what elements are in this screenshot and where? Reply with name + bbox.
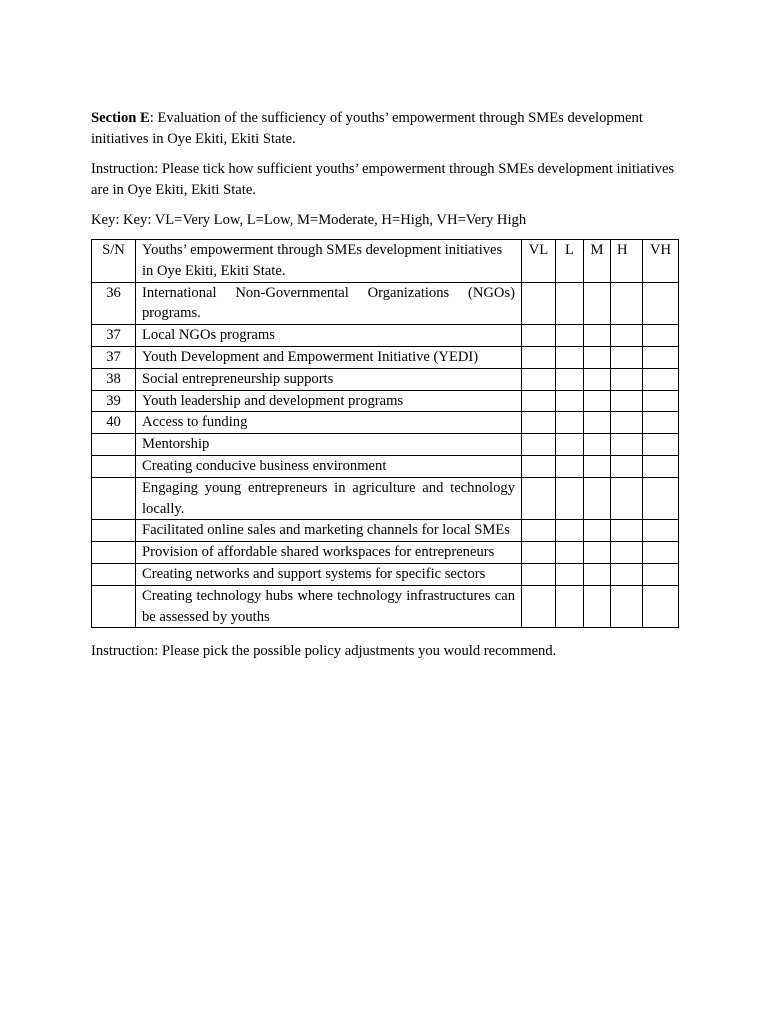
row-sn: 36 (92, 282, 136, 325)
rating-cell-l[interactable] (556, 542, 584, 564)
table-row (92, 412, 679, 434)
rating-cell-l[interactable] (556, 455, 584, 477)
table-row (92, 368, 679, 390)
rating-cell-h[interactable] (611, 477, 643, 520)
rating-cell-vl[interactable] (522, 346, 556, 368)
row-item: Provision of affordable shared workspaces for entrepreneurs (136, 542, 522, 564)
row-sn: 40 (92, 412, 136, 434)
table-row (92, 585, 679, 628)
row-item: Youth Development and Empowerment Initiative (YEDI) (136, 346, 522, 368)
header-h: H (611, 240, 643, 283)
header-l: L (556, 240, 584, 283)
table-header-row (92, 240, 679, 283)
row-sn (92, 563, 136, 585)
row-item: Creating networks and support systems for specific sectors (136, 563, 522, 585)
rating-cell-h[interactable] (611, 346, 643, 368)
row-sn (92, 542, 136, 564)
table-row (92, 520, 679, 542)
rating-cell-l[interactable] (556, 563, 584, 585)
row-sn: 37 (92, 346, 136, 368)
rating-cell-l[interactable] (556, 412, 584, 434)
rating-cell-h[interactable] (611, 325, 643, 347)
row-item: Creating technology hubs where technology infrastructures can be assessed by youths (136, 585, 522, 628)
rating-cell-vh[interactable] (643, 542, 679, 564)
rating-cell-vh[interactable] (643, 390, 679, 412)
rating-cell-l[interactable] (556, 368, 584, 390)
rating-cell-vl[interactable] (522, 477, 556, 520)
table-row (92, 282, 679, 325)
rating-cell-m[interactable] (584, 346, 611, 368)
rating-cell-h[interactable] (611, 434, 643, 456)
rating-cell-m[interactable] (584, 585, 611, 628)
rating-cell-h[interactable] (611, 520, 643, 542)
section-description: : Evaluation of the sufficiency of youths’ empowerment through SMEs development initiatives in Oye Ekiti, Ekiti State. (91, 110, 643, 147)
table-row (92, 477, 679, 520)
rating-cell-m[interactable] (584, 412, 611, 434)
rating-cell-m[interactable] (584, 563, 611, 585)
rating-cell-m[interactable] (584, 520, 611, 542)
rating-cell-h[interactable] (611, 390, 643, 412)
section-label: Section E (91, 110, 150, 126)
row-sn (92, 585, 136, 628)
rating-cell-vl[interactable] (522, 455, 556, 477)
row-sn (92, 520, 136, 542)
rating-cell-vh[interactable] (643, 563, 679, 585)
rating-cell-vh[interactable] (643, 455, 679, 477)
row-item: Engaging young entrepreneurs in agriculture and technology locally. (136, 477, 522, 520)
rating-cell-h[interactable] (611, 368, 643, 390)
rating-cell-vh[interactable] (643, 368, 679, 390)
rating-cell-h[interactable] (611, 412, 643, 434)
rating-cell-l[interactable] (556, 390, 584, 412)
rating-cell-vl[interactable] (522, 412, 556, 434)
table-row (92, 563, 679, 585)
survey-table-body (92, 282, 679, 628)
row-item: Youth leadership and development programs (136, 390, 522, 412)
table-row (92, 346, 679, 368)
row-item: Social entrepreneurship supports (136, 368, 522, 390)
row-sn (92, 434, 136, 456)
rating-cell-vh[interactable] (643, 282, 679, 325)
header-item: Youths’ empowerment through SMEs development initiatives in Oye Ekiti, Ekiti State. (136, 240, 522, 283)
rating-cell-vl[interactable] (522, 585, 556, 628)
rating-cell-l[interactable] (556, 434, 584, 456)
rating-cell-vh[interactable] (643, 434, 679, 456)
rating-cell-vh[interactable] (643, 585, 679, 628)
survey-table (91, 239, 679, 628)
rating-cell-vh[interactable] (643, 346, 679, 368)
row-sn: 39 (92, 390, 136, 412)
instruction-policy: Instruction: Please pick the possible policy adjustments you would recommend. (91, 643, 557, 660)
rating-cell-m[interactable] (584, 542, 611, 564)
table-row (92, 390, 679, 412)
instruction-tick: Instruction: Please tick how sufficient youths’ empowerment through SMEs development initiatives are in Oye Ekiti, Ekiti State. (91, 161, 675, 198)
rating-cell-l[interactable] (556, 477, 584, 520)
row-item: Mentorship (136, 434, 522, 456)
row-sn (92, 477, 136, 520)
rating-cell-vl[interactable] (522, 325, 556, 347)
rating-cell-vl[interactable] (522, 563, 556, 585)
document-page (91, 108, 679, 662)
table-row (92, 455, 679, 477)
rating-cell-vl[interactable] (522, 282, 556, 325)
rating-cell-h[interactable] (611, 455, 643, 477)
table-row (92, 542, 679, 564)
rating-cell-vh[interactable] (643, 325, 679, 347)
section-heading (91, 108, 679, 150)
rating-cell-l[interactable] (556, 585, 584, 628)
rating-cell-l[interactable] (556, 282, 584, 325)
rating-cell-l[interactable] (556, 520, 584, 542)
row-item: Access to funding (136, 412, 522, 434)
rating-cell-vl[interactable] (522, 390, 556, 412)
table-row (92, 325, 679, 347)
rating-cell-m[interactable] (584, 455, 611, 477)
rating-cell-vl[interactable] (522, 434, 556, 456)
rating-cell-l[interactable] (556, 346, 584, 368)
rating-key: Key: Key: VL=Very Low, L=Low, M=Moderate, H=High, VH=Very High (91, 212, 527, 228)
rating-cell-h[interactable] (611, 563, 643, 585)
row-item: Creating conducive business environment (136, 455, 522, 477)
rating-cell-m[interactable] (584, 434, 611, 456)
rating-cell-m[interactable] (584, 368, 611, 390)
rating-cell-l[interactable] (556, 325, 584, 347)
header-vh: VH (643, 240, 679, 283)
rating-cell-h[interactable] (611, 542, 643, 564)
rating-cell-vh[interactable] (643, 520, 679, 542)
rating-cell-vl[interactable] (522, 368, 556, 390)
rating-cell-m[interactable] (584, 390, 611, 412)
row-item: Facilitated online sales and marketing channels for local SMEs (136, 520, 522, 542)
header-vl: VL (522, 240, 556, 283)
rating-cell-h[interactable] (611, 282, 643, 325)
row-sn: 38 (92, 368, 136, 390)
row-sn (92, 455, 136, 477)
table-row (92, 434, 679, 456)
row-sn: 37 (92, 325, 136, 347)
rating-cell-h[interactable] (611, 585, 643, 628)
rating-cell-m[interactable] (584, 477, 611, 520)
rating-cell-m[interactable] (584, 325, 611, 347)
header-m: M (584, 240, 611, 283)
rating-cell-vh[interactable] (643, 477, 679, 520)
row-item: Local NGOs programs (136, 325, 522, 347)
rating-cell-vh[interactable] (643, 412, 679, 434)
rating-cell-vl[interactable] (522, 542, 556, 564)
row-item: International Non-Governmental Organizations (NGOs) programs. (136, 282, 522, 325)
rating-cell-vl[interactable] (522, 520, 556, 542)
rating-cell-m[interactable] (584, 282, 611, 325)
header-sn: S/N (92, 240, 136, 283)
